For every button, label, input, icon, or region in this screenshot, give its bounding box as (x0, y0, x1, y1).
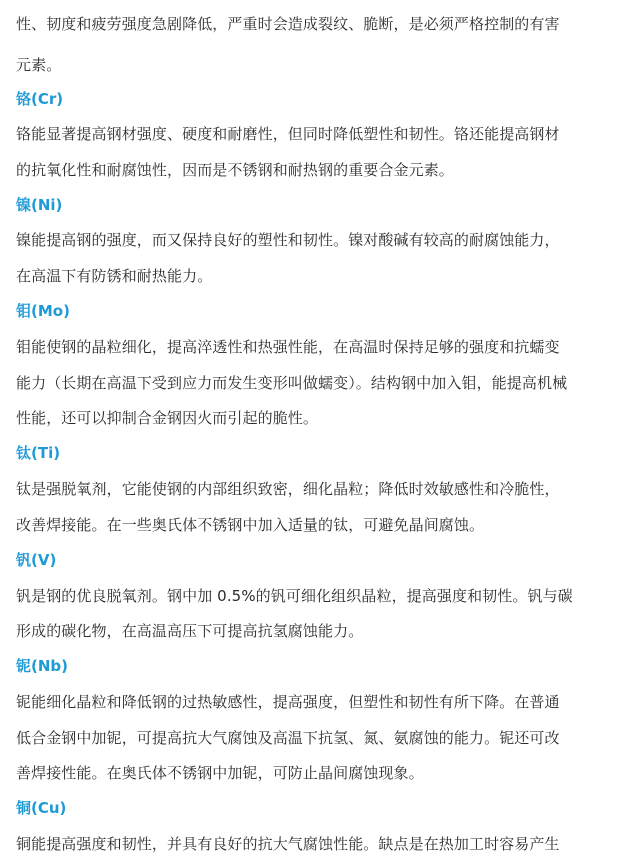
section-heading-mo: 钼(Mo) (16, 302, 70, 320)
section-heading-nb: 铌(Nb) (16, 657, 69, 675)
section-nb-line-1: 铌能细化晶粒和降低钢的过热敏感性，提高强度，但塑性和韧性有所下降。在普通 (16, 693, 560, 711)
intro-line-1: 性、韧度和疲劳强度急剧降低，严重时会造成裂纹、脆断，是必须严格控制的有害 (16, 15, 560, 33)
section-ti-line-1: 钛是强脱氧剂，它能使钢的内部组织致密，细化晶粒；降低时效敏感性和冷脆性， (16, 480, 560, 498)
intro-line-2: 元素。 (16, 56, 62, 74)
section-cu-line-1: 铜能提高强度和韧性，并具有良好的抗大气腐蚀性能。缺点是在热加工时容易产生 (16, 835, 560, 853)
section-v-line-1: 钒是钢的优良脱氧剂。钢中加 0.5%的钒可细化组织晶粒，提高强度和韧性。钒与碳 (16, 587, 573, 605)
section-ti-line-2: 改善焊接能。在一些奥氏体不锈钢中加入适量的钛，可避免晶间腐蚀。 (16, 516, 485, 534)
section-heading-ni: 镍(Ni) (16, 196, 63, 214)
section-mo-line-2: 能力（长期在高温下受到应力而发生变形叫做蠕变）。结构钢中加入钼，能提高机械 (16, 374, 568, 392)
section-heading-v: 钒(V) (16, 551, 57, 569)
section-heading-cu: 铜(Cu) (16, 799, 67, 817)
section-mo-line-1: 钼能使钢的晶粒细化，提高淬透性和热强性能，在高温时保持足够的强度和抗蠕变 (16, 338, 560, 356)
section-heading-cr: 铬(Cr) (16, 90, 64, 108)
section-mo-line-3: 性能，还可以抑制合金钢因火而引起的脆性。 (16, 409, 319, 427)
section-nb-line-3: 善焊接性能。在奥氏体不锈钢中加铌，可防止晶间腐蚀现象。 (16, 764, 424, 782)
section-cr-line-1: 铬能显著提高钢材强度、硬度和耐磨性，但同时降低塑性和韧性。铬还能提高钢材 (16, 125, 560, 143)
section-ni-line-1: 镍能提高钢的强度，而又保持良好的塑性和韧性。镍对酸碱有较高的耐腐蚀能力， (16, 231, 560, 249)
section-v-line-2: 形成的碳化物，在高温高压下可提高抗氢腐蚀能力。 (16, 622, 364, 640)
section-heading-ti: 钛(Ti) (16, 444, 61, 462)
section-cr-line-2: 的抗氧化性和耐腐蚀性，因而是不锈钢和耐热钢的重要合金元素。 (16, 161, 454, 179)
section-ni-line-2: 在高温下有防锈和耐热能力。 (16, 267, 213, 285)
section-nb-line-2: 低合金钢中加铌，可提高抗大气腐蚀及高温下抗氢、氮、氨腐蚀的能力。铌还可改 (16, 729, 560, 747)
